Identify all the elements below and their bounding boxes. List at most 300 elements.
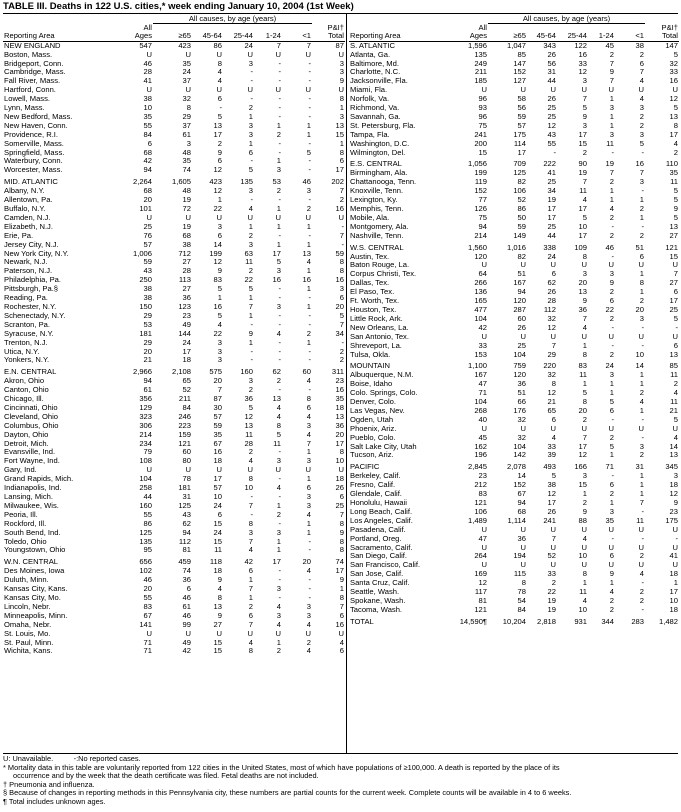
table-row: [3, 267, 345, 276]
cell-value: 5: [673, 196, 678, 205]
cell-value: 2: [306, 205, 311, 213]
cell-value: U: [672, 543, 678, 552]
cell-value: 117: [474, 588, 487, 597]
cell-value: 42: [143, 157, 152, 166]
cell-value: 32: [182, 95, 191, 104]
cell-value: 266: [474, 279, 487, 288]
cell-value: 16: [669, 77, 678, 86]
cell-value: -: [308, 157, 311, 166]
cell-value: -: [611, 323, 614, 332]
cell-value: 15: [478, 148, 487, 157]
cell-value: 31: [182, 493, 191, 501]
cell-value: U: [581, 261, 587, 270]
cell-value: 58: [517, 95, 526, 104]
cell-value: 8: [339, 519, 344, 528]
column-divider: [346, 14, 347, 753]
cell-value: 96: [478, 112, 487, 121]
table-row: [3, 205, 345, 214]
region-name: W.S. CENTRAL: [350, 242, 404, 252]
cell-value: U: [185, 629, 191, 638]
table-row: [349, 77, 679, 86]
cell-value: 51: [635, 242, 644, 252]
region-name: PACIFIC: [350, 462, 380, 472]
cell-value: 34: [335, 329, 344, 338]
cell-value: 8: [248, 519, 253, 528]
reporting-area-name: Los Angeles, Calif.: [350, 516, 413, 525]
cell-value: 160: [240, 367, 253, 377]
cell-value: 86: [143, 519, 152, 528]
cell-value: 3: [673, 472, 678, 481]
cell-value: 26: [547, 50, 556, 59]
cell-value: 43: [143, 267, 152, 276]
cell-value: 52: [547, 552, 556, 561]
table-row: [3, 250, 345, 259]
cell-value: 1: [609, 196, 614, 205]
reporting-area-name: Nashville, Tenn.: [350, 231, 404, 240]
cell-value: 40: [478, 415, 487, 424]
cell-value: 82: [517, 178, 526, 187]
cell-value: 202: [331, 177, 344, 187]
cell-value: 86: [213, 41, 222, 50]
cell-value: 16: [213, 302, 222, 311]
cell-value: 112: [178, 537, 191, 546]
cell-value: 38: [143, 285, 152, 294]
cell-value: 5: [673, 415, 678, 424]
table-row: [3, 294, 345, 303]
cell-value: 33: [478, 341, 487, 350]
cell-value: 1: [217, 294, 222, 303]
cell-value: 18: [335, 475, 344, 484]
cell-value: 35: [335, 395, 344, 404]
cell-value: 26: [335, 484, 344, 493]
cell-value: 2: [339, 356, 344, 365]
cell-value: 47: [478, 380, 487, 389]
cell-value: 15: [669, 252, 678, 261]
col-age-lt1: <1: [282, 24, 312, 42]
cell-value: 1: [609, 380, 614, 389]
cell-value: -: [308, 196, 311, 205]
cell-value: 3: [306, 187, 311, 196]
cell-value: 24: [547, 252, 556, 261]
cell-value: 37: [182, 121, 191, 130]
cell-value: 31: [635, 462, 644, 472]
cell-value: 149: [513, 231, 526, 240]
cell-value: U: [216, 466, 222, 475]
cell-value: U: [638, 261, 644, 270]
cell-value: 57: [213, 412, 222, 421]
cell-value: 4: [217, 68, 222, 77]
reporting-area-name: Santa Cruz, Calif.: [350, 579, 410, 588]
cell-value: 7: [248, 501, 253, 510]
cell-value: 6: [339, 611, 344, 620]
cell-value: 5: [673, 187, 678, 196]
cell-value: 127: [513, 77, 526, 86]
region-row: [349, 359, 679, 371]
cell-value: 47: [478, 534, 487, 543]
cell-value: 7: [339, 231, 344, 240]
cell-value: 1: [306, 267, 311, 276]
cell-value: 41: [143, 77, 152, 86]
cell-value: -: [250, 347, 253, 356]
table-row: [349, 270, 679, 279]
cell-value: 83: [478, 490, 487, 499]
cell-value: 160: [139, 501, 152, 510]
cell-value: 24: [182, 338, 191, 347]
cell-value: -: [641, 323, 644, 332]
col-age-25-44-right: 25-44: [557, 24, 588, 42]
cell-value: 2: [609, 231, 614, 240]
cell-value: 99: [182, 620, 191, 629]
cell-value: 20: [302, 557, 311, 567]
cell-value: 21: [143, 356, 152, 365]
cell-value: U: [338, 86, 344, 95]
reporting-area-name: Shreveport, La.: [350, 341, 402, 350]
cell-value: 5: [551, 472, 556, 481]
table-row: [349, 579, 679, 588]
table-row: [3, 377, 345, 386]
cell-value: -: [308, 231, 311, 240]
cell-value: 74: [182, 567, 191, 576]
reporting-area-name: Houston, Tex.: [350, 305, 397, 314]
cell-value: 13: [669, 451, 678, 460]
cell-value: 12: [547, 121, 556, 130]
cell-value: 71: [143, 638, 152, 647]
reporting-area-name: Lynn, Mass.: [4, 104, 45, 113]
reporting-area-name: Fort Wayne, Ind.: [4, 457, 60, 466]
cell-value: 6: [306, 484, 311, 493]
reporting-area-name: Spokane, Wash.: [350, 596, 406, 605]
cell-value: 7: [248, 302, 253, 311]
cell-value: U: [247, 213, 253, 222]
cell-value: 87: [335, 41, 344, 50]
table-row: [3, 520, 345, 529]
cell-value: 7: [248, 537, 253, 546]
cell-value: 10: [213, 493, 222, 501]
table-row: [3, 630, 345, 639]
reporting-area-name: Bridgeport, Conn.: [4, 59, 64, 68]
table-row: [3, 166, 345, 175]
cell-value: 547: [139, 41, 152, 50]
cell-value: 2,966: [132, 367, 152, 377]
cell-value: 1: [248, 139, 253, 148]
cell-value: 19: [547, 196, 556, 205]
cell-value: 12: [669, 95, 678, 104]
cell-value: U: [638, 332, 644, 341]
cell-value: U: [520, 332, 526, 341]
cell-value: 14: [213, 240, 222, 249]
cell-value: 29: [143, 338, 152, 347]
table-row: [3, 285, 345, 294]
cell-value: -: [641, 507, 644, 516]
reporting-area-name: Honolulu, Hawaii: [350, 499, 407, 507]
region-row: [3, 175, 345, 187]
table-row: [349, 416, 679, 425]
cell-value: U: [185, 466, 191, 475]
cell-value: U: [481, 86, 487, 95]
cell-value: 141: [139, 620, 152, 629]
cell-value: 12: [578, 68, 587, 77]
cell-value: U: [481, 561, 487, 570]
cell-value: 7: [551, 341, 556, 350]
cell-value: 4: [582, 196, 587, 205]
cell-value: -: [611, 252, 614, 261]
cell-value: -: [308, 68, 311, 77]
cell-value: 1,605: [171, 177, 191, 187]
reporting-area-name: Birmingham, Ala.: [350, 169, 408, 178]
reporting-area-name: New Haven, Conn.: [4, 121, 68, 130]
region-name: S. ATLANTIC: [350, 41, 396, 50]
cell-value: 24: [213, 528, 222, 537]
cell-value: 32: [669, 59, 678, 68]
cell-value: 106: [474, 507, 487, 516]
cell-value: 21: [547, 398, 556, 407]
reporting-area-name: Boise, Idaho: [350, 380, 393, 389]
cell-value: U: [216, 213, 222, 222]
cell-value: 3: [306, 602, 311, 611]
reporting-area-name: Wichita, Kans.: [4, 647, 53, 656]
cell-value: 1,056: [467, 159, 487, 169]
cell-value: 135: [240, 177, 253, 187]
cell-value: 16: [578, 50, 587, 59]
cell-value: 136: [474, 288, 487, 297]
cell-value: U: [520, 261, 526, 270]
cell-value: 8: [582, 350, 587, 359]
cell-value: 7: [582, 95, 587, 104]
table-row: [349, 481, 679, 490]
cell-value: 8: [339, 546, 344, 555]
reporting-area-name: Milwaukee, Wis.: [4, 501, 59, 510]
cell-value: -: [641, 415, 644, 424]
cell-value: 71: [605, 462, 614, 472]
cell-value: 35: [182, 59, 191, 68]
cell-value: 23: [669, 507, 678, 516]
table-row: [349, 371, 679, 380]
cell-value: 11: [245, 430, 253, 439]
cell-value: 8: [339, 537, 344, 546]
cell-value: 36: [182, 576, 191, 585]
cell-value: 46: [182, 593, 191, 602]
cell-value: 8: [248, 475, 253, 484]
cell-value: 7: [217, 386, 222, 395]
cell-value: 27: [669, 231, 678, 240]
reporting-area-name: Albuquerque, N.M.: [350, 371, 414, 380]
cell-value: -: [308, 95, 311, 104]
reporting-area-name: Albany, N.Y.: [4, 187, 45, 196]
cell-value: 94: [517, 288, 526, 297]
cell-value: 48: [182, 187, 191, 196]
cell-value: 3: [248, 377, 253, 386]
table-row: [349, 490, 679, 499]
cell-value: 1: [609, 451, 614, 460]
reporting-area-name: Baton Rouge, La.: [350, 261, 410, 270]
cell-value: 250: [139, 276, 152, 285]
cell-value: 24: [605, 361, 614, 371]
cell-value: -: [250, 95, 253, 104]
cell-value: 3: [339, 112, 344, 121]
cell-value: 8: [339, 448, 344, 457]
reporting-area-name: Phoenix, Ariz.: [350, 424, 397, 433]
cell-value: 11: [670, 371, 678, 380]
cell-value: 36: [517, 380, 526, 389]
cell-value: 2: [639, 389, 644, 398]
cell-value: 4: [306, 620, 311, 629]
cell-value: U: [146, 86, 152, 95]
reporting-area-name: Toledo, Ohio: [4, 537, 47, 546]
table-row: [349, 68, 679, 77]
reporting-area-name: Cincinnati, Ohio: [4, 403, 58, 412]
cell-value: 36: [517, 534, 526, 543]
cell-value: 135: [474, 50, 487, 59]
table-title: TABLE III. Deaths in 122 U.S. cities,* week ending January 10, 2004 (1st Week): [3, 1, 354, 12]
region-name: NEW ENGLAND: [4, 41, 61, 50]
cell-value: 25: [669, 305, 678, 314]
cell-value: 4: [276, 403, 281, 412]
cell-value: 60: [182, 448, 191, 457]
cell-value: 68: [182, 231, 191, 240]
region-name: E.N. CENTRAL: [4, 367, 57, 377]
table-row: [349, 187, 679, 196]
cell-value: 18: [669, 605, 678, 614]
cell-value: 25: [517, 341, 526, 350]
cell-value: 6: [217, 157, 222, 166]
cell-value: 106: [513, 187, 526, 196]
cell-value: U: [216, 629, 222, 638]
reporting-area-name: Detroit, Mich.: [4, 439, 49, 448]
cell-value: 4: [582, 596, 587, 605]
cell-value: 4: [248, 205, 253, 213]
cell-value: 71: [478, 389, 487, 398]
cell-value: 10: [143, 104, 152, 113]
cell-value: 13: [335, 121, 344, 130]
cell-value: -: [278, 95, 281, 104]
cell-value: 5: [217, 285, 222, 294]
reporting-area-name: Savannah, Ga.: [350, 112, 401, 121]
cell-value: 220: [543, 361, 556, 371]
cell-value: 311: [331, 367, 344, 377]
cell-value: 32: [517, 433, 526, 442]
table-row: [349, 526, 679, 535]
cell-value: 1: [582, 341, 587, 350]
cell-value: 44: [547, 77, 556, 86]
reporting-area-name: Erie, Pa.: [4, 231, 34, 240]
cell-value: 423: [178, 41, 191, 50]
reporting-area-name: San Diego, Calif.: [350, 552, 407, 561]
cell-value: -: [308, 112, 311, 121]
reporting-area-name: San Jose, Calif.: [350, 570, 404, 579]
cell-value: 2: [639, 297, 644, 306]
cell-value: -: [611, 222, 614, 231]
cell-value: 1: [248, 576, 253, 585]
cell-value: 8: [582, 570, 587, 579]
cell-value: 2: [276, 130, 281, 139]
reporting-area-name: Miami, Fla.: [350, 86, 388, 95]
table-row: [3, 466, 345, 475]
cell-value: 1: [276, 240, 281, 249]
cell-value: 7: [609, 59, 614, 68]
cell-value: 109: [574, 242, 587, 252]
cell-value: 13: [272, 395, 281, 404]
reporting-area-name: Springfield, Mass.: [4, 148, 65, 157]
cell-value: 94: [517, 499, 526, 507]
cell-value: 25: [547, 222, 556, 231]
reporting-area-name: Cambridge, Mass.: [4, 68, 66, 77]
cell-value: 38: [182, 240, 191, 249]
cell-value: 3: [217, 347, 222, 356]
cell-value: U: [550, 86, 556, 95]
reporting-area-name: Trenton, N.J.: [4, 338, 48, 347]
cell-value: 4: [306, 567, 311, 576]
cell-value: 17: [213, 475, 222, 484]
table-row: [3, 140, 345, 149]
cell-value: 199: [474, 169, 487, 178]
cell-value: 10: [578, 605, 587, 614]
cell-value: 656: [139, 557, 152, 567]
reporting-area-name: Rochester, N.Y.: [4, 302, 57, 311]
cell-value: 26: [547, 507, 556, 516]
table-row: [3, 413, 345, 422]
cell-value: 88: [578, 516, 587, 525]
cell-value: 55: [143, 510, 152, 519]
cell-value: 5: [582, 104, 587, 113]
cell-value: 176: [513, 406, 526, 415]
table-row: [349, 606, 679, 615]
cell-value: 6: [609, 297, 614, 306]
cell-value: U: [185, 50, 191, 59]
reporting-area-name: Knoxville, Tenn.: [350, 187, 404, 196]
cell-value: 1: [582, 579, 587, 588]
cell-value: 423: [209, 177, 222, 187]
cell-value: 153: [474, 350, 487, 359]
cell-value: 14: [635, 361, 644, 371]
cell-value: 78: [517, 588, 526, 597]
cell-value: 15: [213, 647, 222, 656]
cell-value: 83: [213, 276, 222, 285]
table-row: [349, 279, 679, 288]
cell-value: 84: [517, 605, 526, 614]
cell-value: 9: [582, 507, 587, 516]
cell-value: -: [308, 546, 311, 555]
cell-value: 5: [217, 311, 222, 320]
cell-value: 6: [339, 157, 344, 166]
cell-value: -: [553, 148, 556, 157]
cell-value: 1: [639, 371, 644, 380]
cell-value: 2: [248, 448, 253, 457]
reporting-area-name: Lowell, Mass.: [4, 95, 51, 104]
cell-value: 57: [213, 484, 222, 493]
cell-value: 28: [182, 267, 191, 276]
reporting-area-name: Memphis, Tenn.: [350, 205, 404, 213]
cell-value: 25: [547, 178, 556, 187]
table-row: [349, 149, 679, 158]
cell-value: 223: [178, 421, 191, 430]
cell-value: 5: [276, 258, 281, 267]
cell-value: 53: [272, 177, 281, 187]
cell-value: U: [550, 261, 556, 270]
reporting-area-name: San Francisco, Calif.: [350, 561, 421, 570]
cell-value: 57: [517, 121, 526, 130]
cell-value: U: [638, 86, 644, 95]
cell-value: 9: [217, 267, 222, 276]
cell-value: -: [641, 341, 644, 350]
reporting-area-name: Minneapolis, Minn.: [4, 611, 68, 620]
cell-value: 3: [639, 130, 644, 139]
reporting-area-name: Cleveland, Ohio: [4, 412, 59, 421]
cell-value: 1: [639, 472, 644, 481]
cell-value: 9: [673, 499, 678, 507]
reporting-area-name: Ogden, Utah: [350, 415, 394, 424]
cell-value: 3: [582, 472, 587, 481]
cell-value: 1,016: [506, 242, 526, 252]
